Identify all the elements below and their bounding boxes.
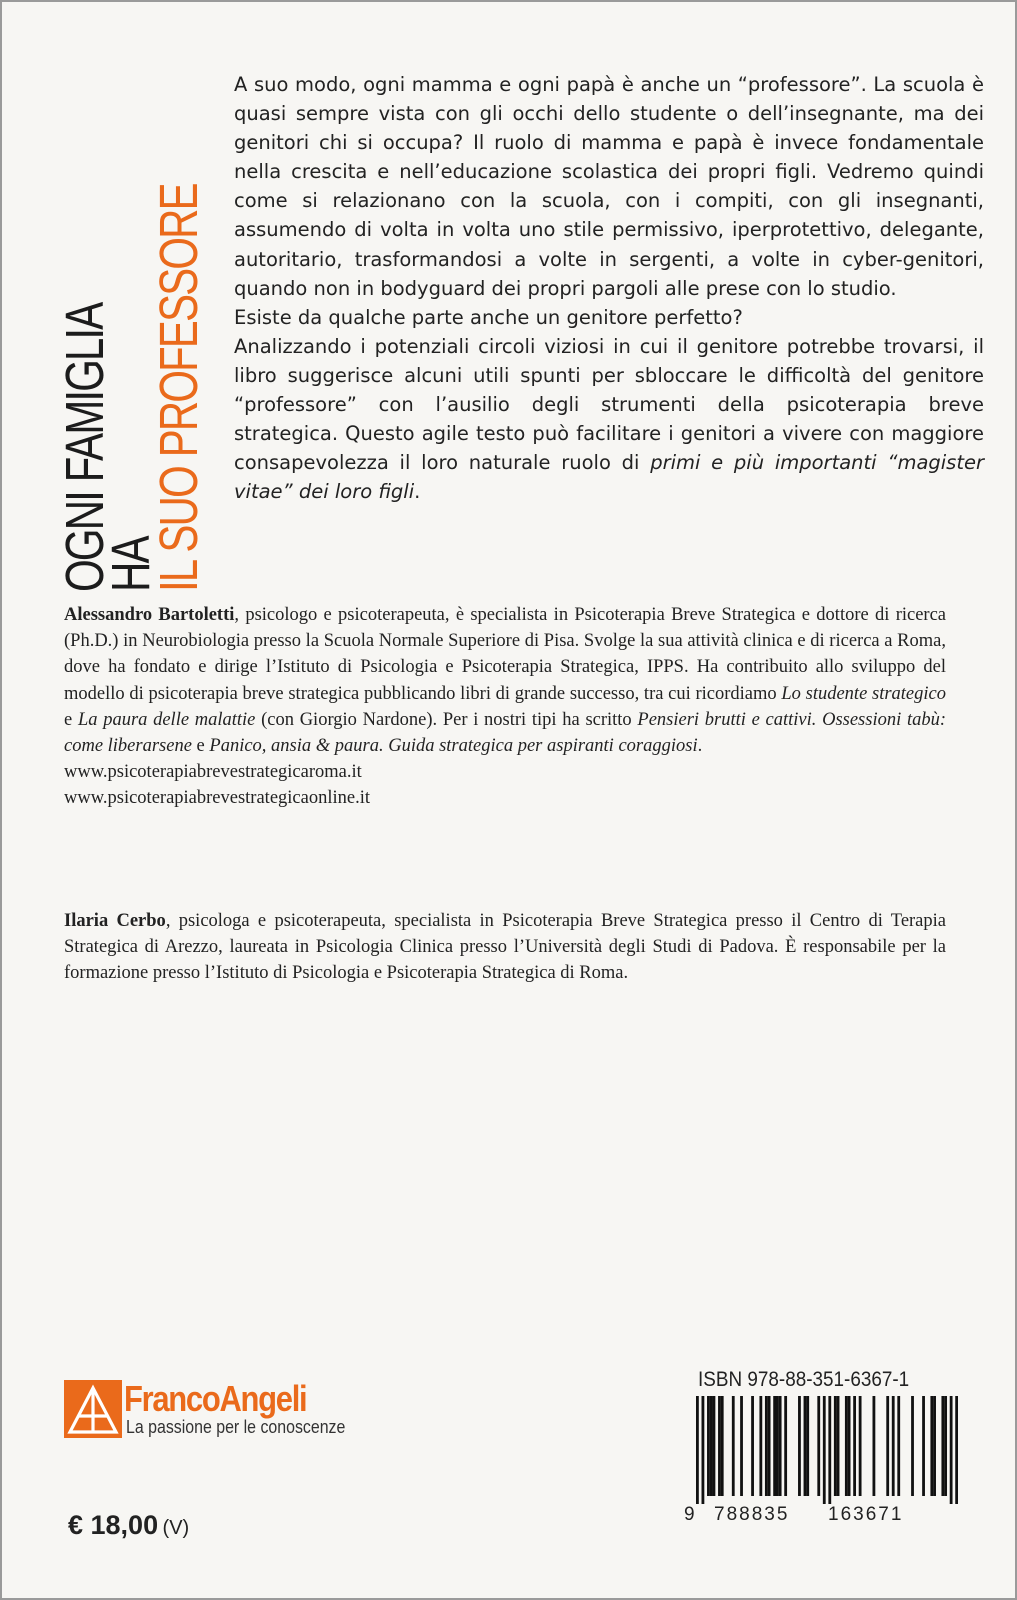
barcode-bar bbox=[911, 1396, 914, 1496]
price bbox=[68, 1510, 189, 1541]
isbn-label: ISBN 978-88-351-6367-1 bbox=[698, 1368, 910, 1391]
barcode-bar bbox=[707, 1396, 710, 1496]
barcode-bar bbox=[950, 1396, 953, 1504]
title-line-1: OGNI FAMIGLIA bbox=[55, 303, 115, 592]
website-link-2[interactable]: www.psicoterapiabrevestrategicaonline.it bbox=[64, 788, 370, 809]
blurb-italic-phrase: primi e più importanti “magister vitae” dei loro figli bbox=[234, 451, 985, 504]
barcode-bar bbox=[773, 1396, 776, 1496]
barcode-bar bbox=[930, 1396, 933, 1496]
barcode-bar bbox=[955, 1396, 958, 1504]
publisher-tagline: La passione per le conoscenze bbox=[126, 1416, 346, 1437]
barcode-bar bbox=[834, 1396, 837, 1496]
barcode-bar bbox=[845, 1396, 848, 1496]
barcode-bar bbox=[779, 1396, 782, 1496]
author-bio-paragraph bbox=[64, 908, 946, 987]
barcode-bar bbox=[696, 1396, 699, 1504]
book-title: Panico, ansia & paura. Guida strategica per aspiranti coraggiosi bbox=[209, 736, 698, 757]
barcode-bar bbox=[853, 1396, 856, 1496]
bio-text: e bbox=[191, 736, 210, 757]
book-title: Pensieri brutti e cattivi. Ossessioni tabù: come liberarsene bbox=[64, 709, 947, 757]
barcode-bar bbox=[944, 1396, 947, 1496]
title-line-3: IL SUO PROFESSORE bbox=[149, 184, 209, 592]
author-bio-paragraph bbox=[64, 602, 946, 759]
publisher-logo-icon bbox=[64, 1380, 122, 1438]
barcode-bar bbox=[806, 1396, 809, 1496]
barcode bbox=[696, 1396, 958, 1504]
publisher-name: FrancoAngeli bbox=[124, 1378, 307, 1419]
barcode-bar bbox=[828, 1396, 831, 1504]
author-bio-cerbo bbox=[64, 908, 946, 987]
price-vat: (V) bbox=[162, 1517, 190, 1539]
blurb-paragraph-1: A suo modo, ogni mamma e ogni papà è anche un “professore”. La scuola è quasi sempre vista con gli occhi dello studente o dell’insegnante, ma dei genitori chi si occupa? Il ruolo di mamma e papà è invece fondamentale nella crescita e nell’educazione scolastica dei propri figli. Vedremo quindi come si relazionano con la scuola, con i compiti, con gli insegnanti, assumendo di volta in volta uno stile permissivo, iperprotettivo, delegante, autoritario, trasformandosi a volte in sergenti, a volte in cyber-genitori, quando non in bodyguard dei propri pargoli alle prese con lo studio. bbox=[234, 73, 984, 300]
blurb-paragraph-3 bbox=[234, 332, 984, 507]
barcode-bar bbox=[859, 1396, 862, 1496]
barcode-bar bbox=[823, 1396, 826, 1504]
barcode-bar bbox=[765, 1396, 768, 1496]
bio-text: . bbox=[697, 736, 703, 757]
barcode-bar bbox=[897, 1396, 900, 1496]
title-line-2: HA bbox=[101, 537, 161, 592]
barcode-bar bbox=[710, 1396, 713, 1496]
barcode-bar bbox=[759, 1396, 762, 1496]
barcode-bar bbox=[941, 1396, 944, 1496]
barcode-bar bbox=[721, 1396, 724, 1496]
barcode-bar bbox=[886, 1396, 889, 1496]
barcode-digit-first: 9 bbox=[684, 1504, 695, 1525]
price-amount: € 18,00 bbox=[68, 1510, 159, 1540]
bio-text: , psicologo e psicoterapeuta, è specialista in Psicoterapia Breve Strategica e dottore di ricerca (Ph.D.) in Neurobiologia presso la Scuola Normale Superiore di Pisa. Svolge la sua attività clinica e di ricerca a Roma, dove ha fondato e dirige l’Istituto di Psicologia e Psicoterapia Strategica, IPPS. Ha contribuito allo sviluppo del modello di psicoterapia breve strategica pubblicando libri di grande successo, tra cui ricordiamo bbox=[64, 605, 946, 704]
barcode-digits-right: 163671 bbox=[828, 1504, 904, 1525]
blurb-text-end: . bbox=[414, 480, 421, 504]
blurb-paragraph-2: Esiste da qualche parte anche un genitore perfetto? bbox=[234, 305, 743, 329]
barcode-bar bbox=[740, 1396, 743, 1496]
barcode-digits-left: 788835 bbox=[714, 1504, 790, 1525]
blurb bbox=[234, 70, 984, 506]
book-title: Lo studente strategico bbox=[781, 683, 946, 704]
author-name: Ilaria Cerbo bbox=[64, 911, 166, 931]
barcode-bar bbox=[702, 1396, 705, 1504]
barcode-bar bbox=[798, 1396, 801, 1496]
author-name: Alessandro Bartoletti bbox=[64, 605, 235, 625]
barcode-bar bbox=[933, 1396, 936, 1496]
barcode-bar bbox=[922, 1396, 925, 1496]
website-link-1[interactable]: www.psicoterapiabrevestrategicaroma.it bbox=[64, 762, 362, 783]
author-bio-bartoletti bbox=[64, 602, 946, 812]
barcode-bar bbox=[817, 1396, 820, 1496]
barcode-bar bbox=[751, 1396, 754, 1496]
barcode-bar bbox=[713, 1396, 716, 1496]
blurb-text: Analizzando i potenziali circoli viziosi in cui il genitore potrebbe trovarsi, il libro suggerisce alcuni utili spunti per sbloccare le difficoltà del genitore “professore” con l’ausilio degli strumenti della psicoterapia breve strategica. Questo agile testo può facilitare i genitori a vivere con maggiore consapevolezza il loro naturale ruolo di bbox=[234, 334, 984, 475]
barcode-bar bbox=[892, 1396, 895, 1496]
barcode-bar bbox=[718, 1396, 721, 1496]
bio-text: (con Giorgio Nardone). Per i nostri tipi ha scritto bbox=[255, 709, 638, 730]
barcode-bar bbox=[776, 1396, 779, 1496]
barcode-bar bbox=[768, 1396, 771, 1496]
barcode-bar bbox=[873, 1396, 876, 1496]
barcode-bar bbox=[848, 1396, 851, 1496]
barcode-bar bbox=[804, 1396, 807, 1496]
book-title: La paura delle malattie bbox=[77, 709, 256, 730]
bio-text: , psicologa e psicoterapeuta, specialista in Psicoterapia Breve Strategica presso il Centro di Terapia Strategica di Arezzo, laureata in Psicologia Clinica presso l’Università degli Studi di Padova. È responsabile per la formazione presso l’Istituto di Psicologia e Psicoterapia Strategica di Roma. bbox=[64, 911, 946, 984]
barcode-bar bbox=[784, 1396, 787, 1496]
barcode-bar bbox=[837, 1396, 840, 1496]
barcode-bar bbox=[732, 1396, 735, 1496]
publisher-logo bbox=[64, 1380, 384, 1450]
bio-text: e bbox=[64, 709, 78, 730]
